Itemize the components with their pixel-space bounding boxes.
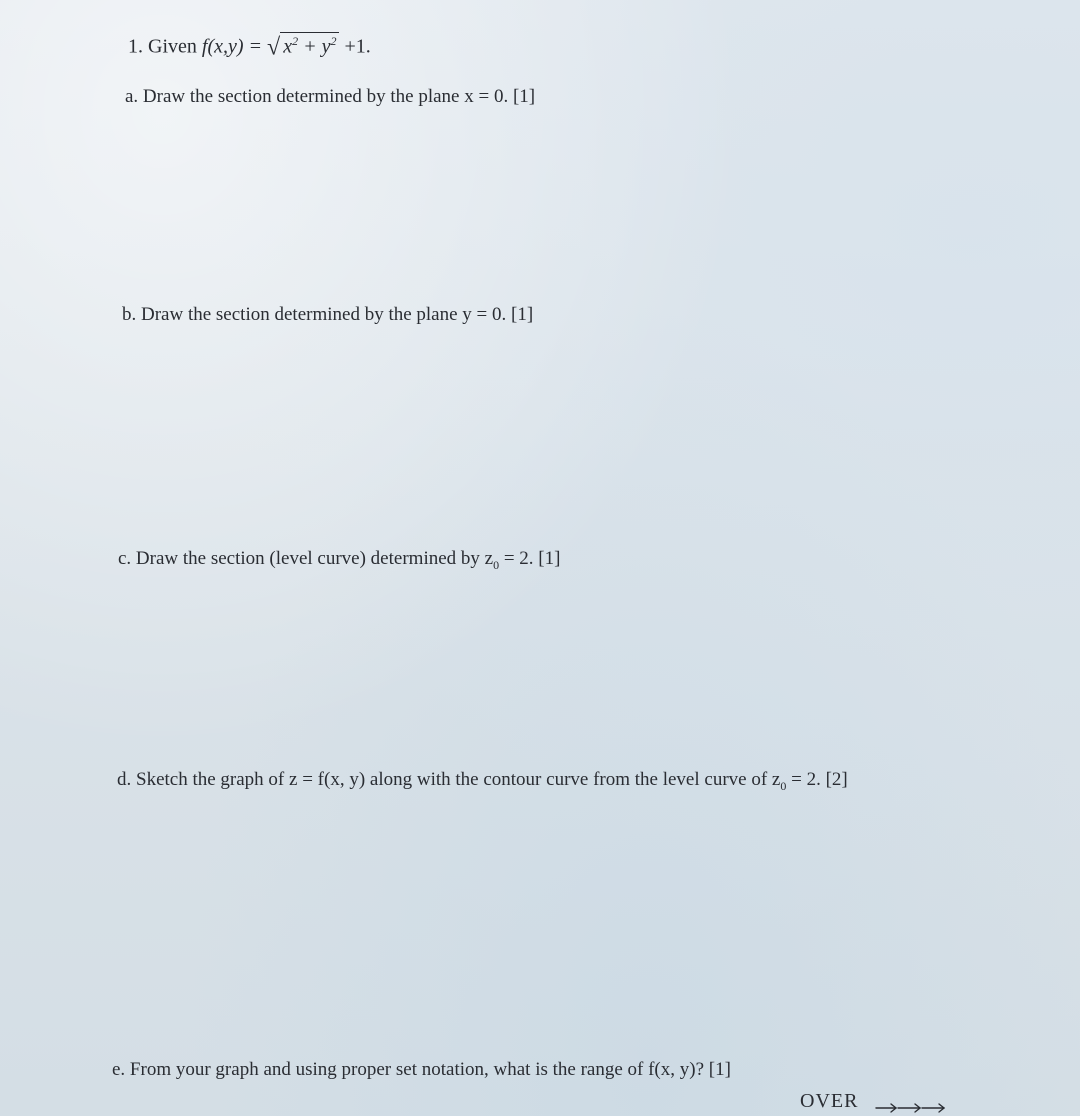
radicand-x: x	[283, 35, 293, 58]
square-root-expression	[267, 32, 339, 60]
part-d-subscript: 0	[780, 778, 787, 793]
header-prefix: 1. Given	[128, 35, 197, 58]
radicand-y: y	[321, 35, 331, 58]
part-c-suffix: = 2. [1]	[499, 548, 561, 569]
part-d-text: d. Sketch the graph of z = f(x, y) along with the contour curve from the level curve of z	[117, 769, 781, 790]
header-suffix: +1.	[339, 35, 371, 58]
radicand-plus: +	[298, 35, 322, 58]
function-name: f(x,y) =	[201, 35, 268, 58]
part-d-prompt	[117, 769, 848, 794]
part-c-text: c. Draw the section (level curve) determined by z	[118, 548, 494, 569]
part-c-subscript: 0	[493, 557, 500, 572]
part-d-suffix: = 2. [2]	[786, 769, 848, 790]
part-b-prompt: b. Draw the section determined by the plane y = 0. [1]	[122, 304, 534, 325]
problem-header	[128, 32, 371, 60]
part-a-prompt: a. Draw the section determined by the plane x = 0. [1]	[125, 86, 536, 107]
part-c-prompt	[118, 548, 560, 573]
radicand	[280, 32, 339, 59]
exponent-x: 2	[292, 34, 299, 48]
arrow-right-icon	[874, 1098, 946, 1114]
over-label: OVER	[800, 1090, 859, 1112]
exponent-y: 2	[330, 34, 337, 48]
part-e-prompt: e. From your graph and using proper set notation, what is the range of f(x, y)? [1]	[112, 1059, 731, 1080]
radical-sign-icon: √	[267, 34, 281, 61]
